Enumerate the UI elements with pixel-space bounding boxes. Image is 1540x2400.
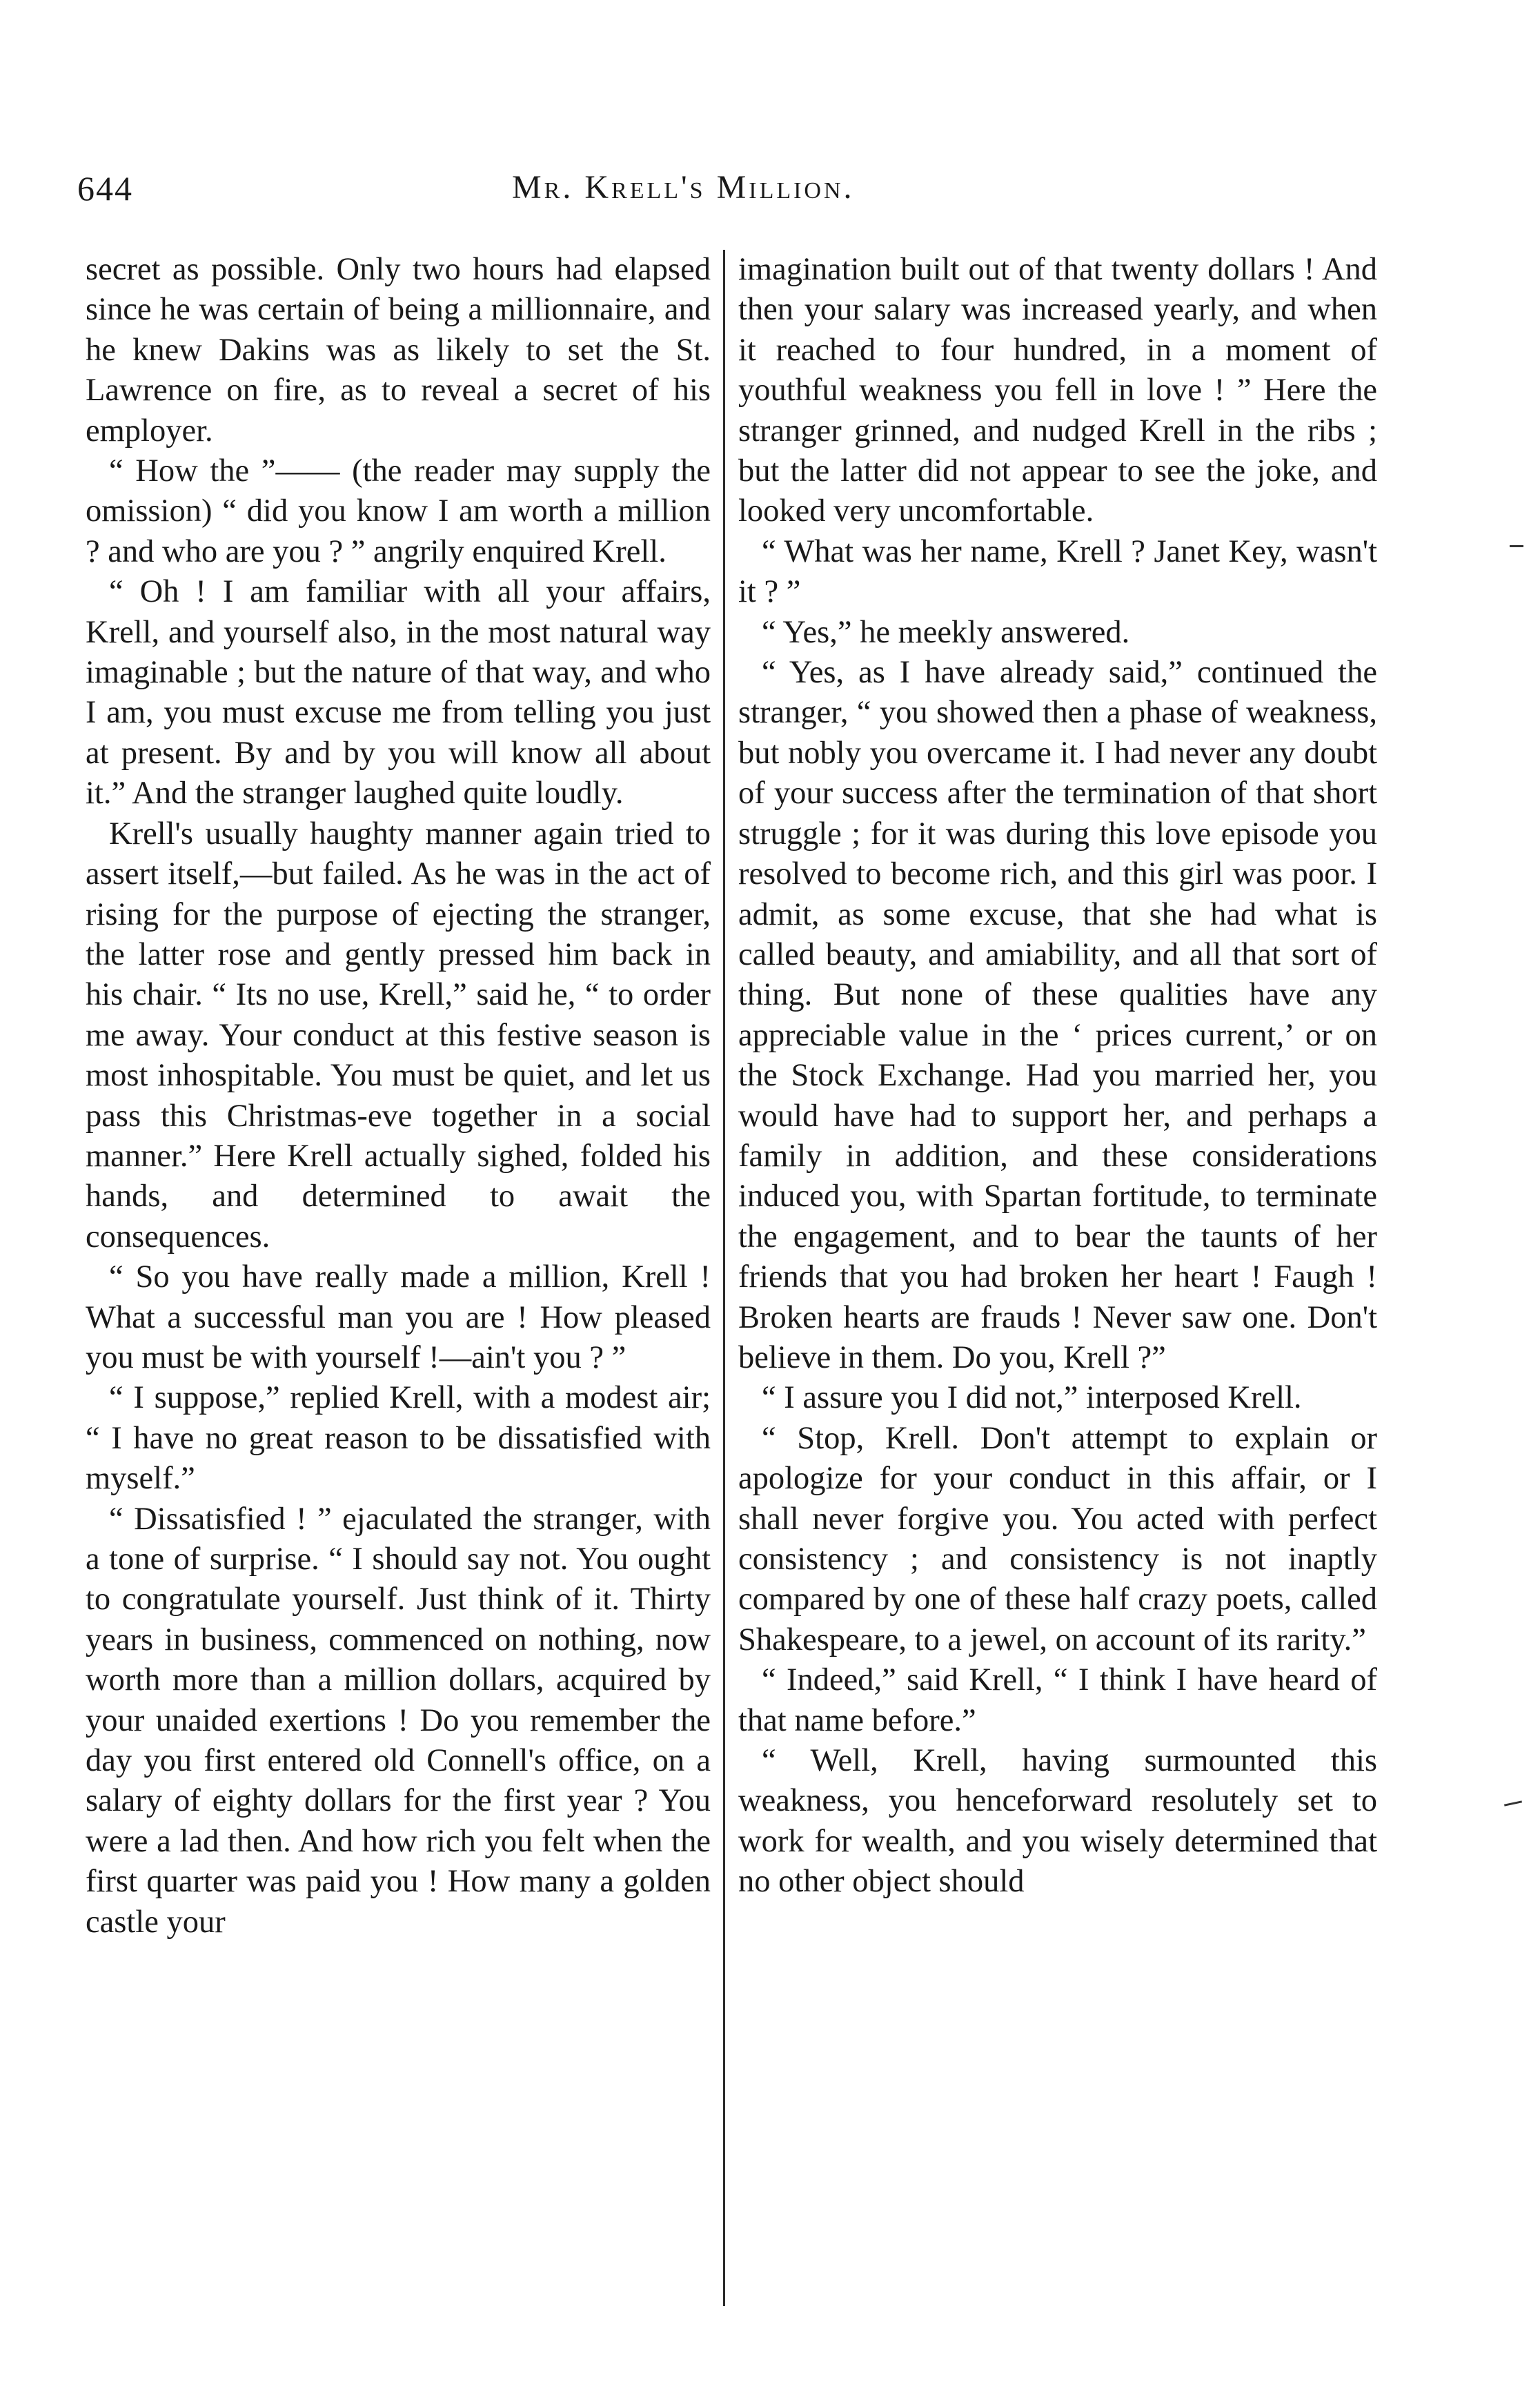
paragraph: “ So you have really made a million, Krell ! What a successful man you are ! How pleased you must be with yourself !—ain't you ? ” xyxy=(86,1259,711,1375)
running-head xyxy=(77,168,1388,217)
page-number: 644 xyxy=(77,169,133,208)
paragraph: “ I assure you I did not,” interposed Krell. xyxy=(762,1380,1302,1416)
margin-mark xyxy=(1504,1800,1522,1806)
paragraph: “ Well, Krell, having surmounted this weakness, you henceforward resolutely set to work for wealth, and you wisely determined that no other object should xyxy=(738,1743,1377,1900)
left-column xyxy=(86,250,711,1942)
paragraph: “ Indeed,” said Krell, “ I think I have heard of that name before.” xyxy=(738,1662,1377,1738)
paragraph: “ Oh ! I am familiar with all your affairs, Krell, and yourself also, in the most natural way imaginable ; but the nature of that way, and who I am, you must excuse me from telling you just at present. By and by you will know all about it.” And the stranger laughed quite loudly. xyxy=(86,574,711,812)
paragraph: “ Yes,” he meekly answered. xyxy=(762,614,1130,650)
paragraph: Krell's usually haughty manner again tried to assert itself,—but failed. As he was in the act of rising for the purpose of ejecting the stranger, the latter rose and gently pressed him back in his chair. “ Its no use, Krell,” said he, “ to order me away. Your conduct at this festive season is most inhospitable. You must be quiet, and let us pass this Christmas-eve together in a social manner.” Here Krell actually sighed, folded his hands, and determined to await the consequences. xyxy=(86,816,711,1255)
paragraph: secret as possible. Only two hours had elapsed since he was certain of being a millionnaire, and he knew Dakins was as likely to set the St. Lawrence on fire, as to reveal a secret of his employer. xyxy=(86,252,711,449)
paragraph: “ What was her name, Krell ? Janet Key, wasn't it ? ” xyxy=(738,533,1377,610)
paragraph: “ I suppose,” replied Krell, with a modest air; “ I have no great reason to be dissatisfied with myself.” xyxy=(86,1380,711,1497)
paragraph: “ Dissatisfied ! ” ejaculated the stranger, with a tone of surprise. “ I should say not. You ought to congratulate yourself. Just think of it. Thirty years in business, commenced on nothing, now worth more than a million dollars, acquired by your unaided exertions ! Do you remember the day you first entered old Connell's office, on a salary of eighty dollars for the first year ? You were a lad then. And how rich you felt when the first quarter was paid you ! How many a golden castle your xyxy=(86,1501,711,1940)
paragraph: “ Yes, as I have already said,” continued the stranger, “ you showed then a phase of weakness, but nobly you overcame it. I had never any doubt of your success after the termination of that short struggle ; for it was during this love episode you resolved to become rich, and this girl was poor. I admit, as some excuse, that she had what is called beauty, and amiability, and all that sort of thing. But none of these qualities have any appreciable value in the ‘ prices current,’ or on the Stock Exchange. Had you married her, you would have had to support her, and perhaps a family in addition, and these considerations induced you, with Spartan fortitude, to terminate the engagement, and to bear the taunts of her friends that you had broken her heart ! Faugh ! Broken hearts are frauds ! Never saw one. Don't believe in them. Do you, Krell ?” xyxy=(738,655,1377,1375)
paragraph: “ How the ”—— (the reader may supply the omission) “ did you know I am worth a million ? and who are you ? ” angrily enquired Krell. xyxy=(86,453,711,569)
column-divider xyxy=(723,250,725,2306)
page-title: Mr. Krell's Million. xyxy=(512,169,855,206)
paragraph: imagination built out of that twenty dollars ! And then your salary was increased yearly, and when it reached to four hundred, in a moment of youthful weakness you fell in love ! ” Here the stranger grinned, and nudged Krell in the ribs ; but the latter did not appear to see the joke, and looked very uncomfortable. xyxy=(738,252,1377,529)
right-column xyxy=(738,250,1377,1902)
paragraph: “ Stop, Krell. Don't attempt to explain or apologize for your conduct in this affair, or I shall never forgive you. You acted with perfect consistency ; and consistency is not inaptly compared by one of these half crazy poets, called Shakespeare, to a jewel, on account of its rarity.” xyxy=(738,1420,1377,1658)
margin-mark xyxy=(1510,545,1523,547)
